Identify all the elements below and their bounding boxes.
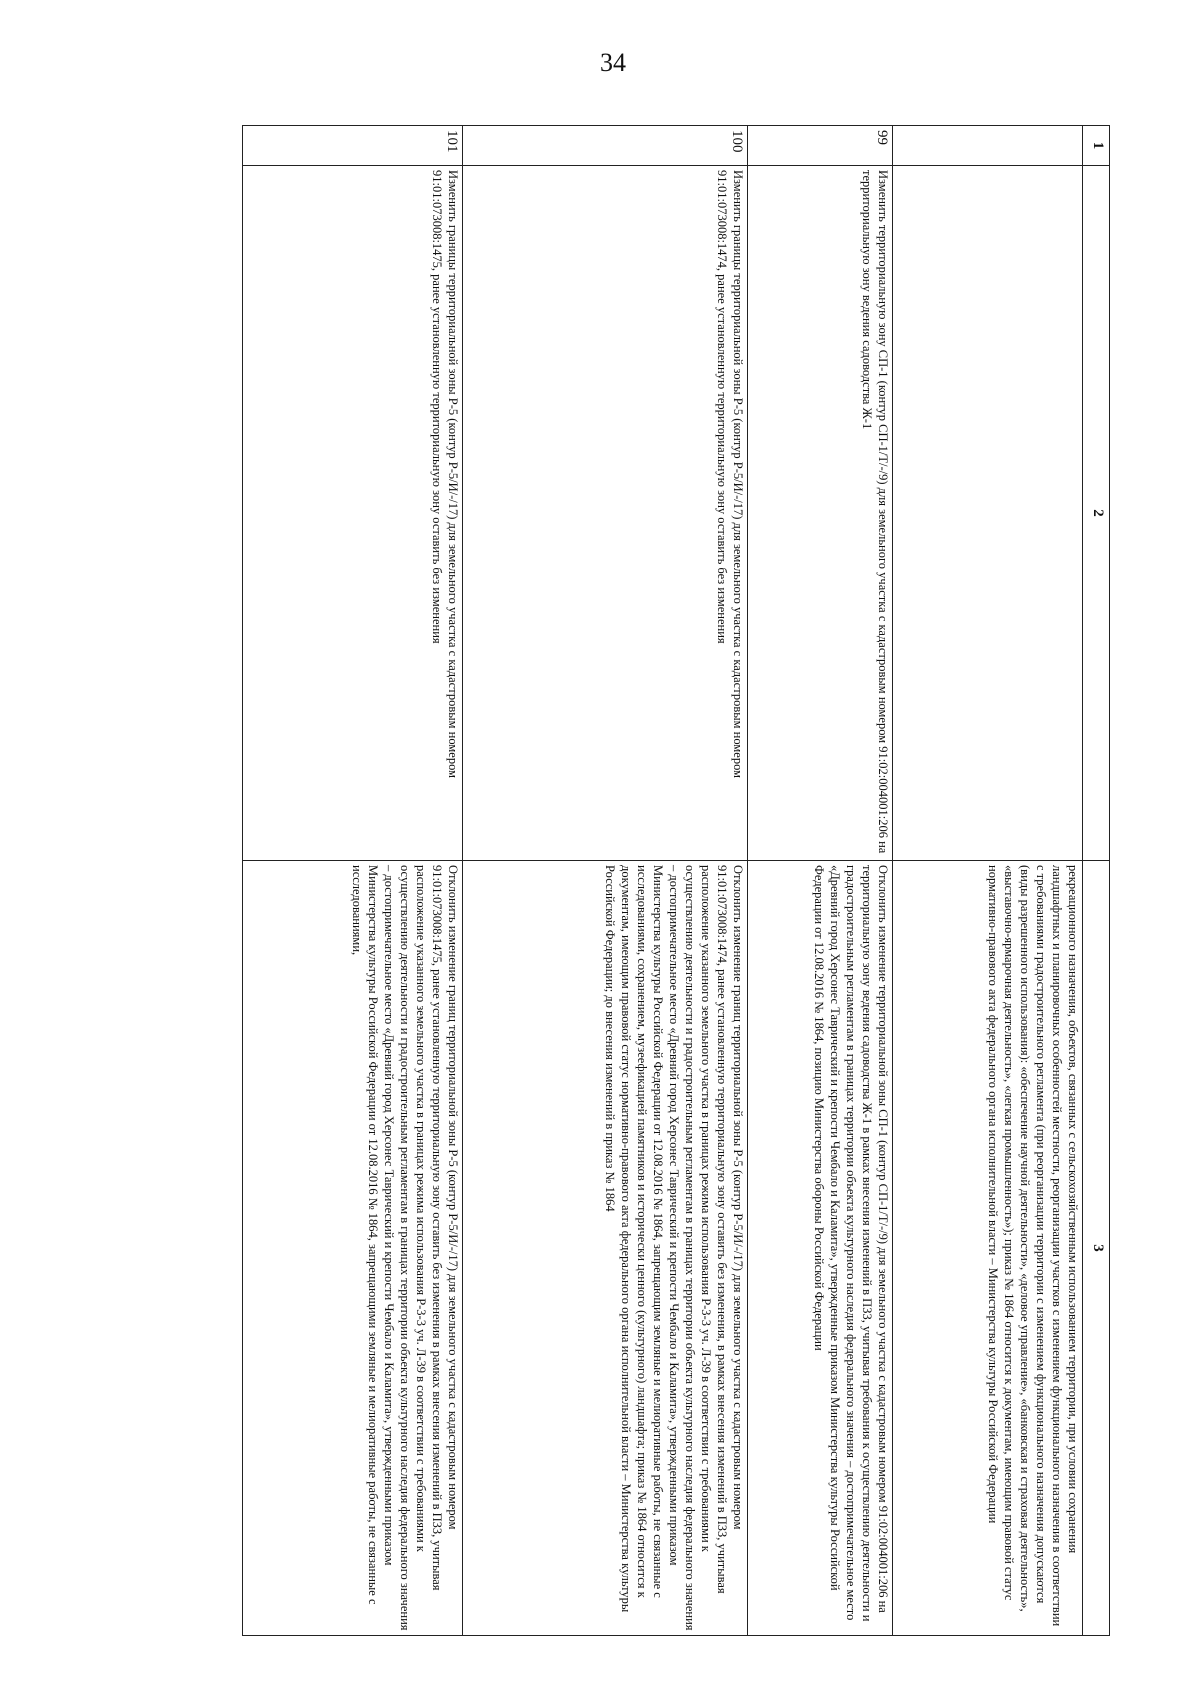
row-proposal <box>893 166 1083 861</box>
table-row <box>748 126 893 1636</box>
row-number: 101 <box>243 126 463 166</box>
document-table <box>242 125 1110 1636</box>
row-proposal: Изменить границы территориальной зоны Р-5 (контур Р-5/И/-/17) для земельного участка с кадастровым номером 91:01:073008:1474, ранее установленную территориальную зону оставить без изменения <box>463 166 748 861</box>
table-header-row <box>1083 126 1110 1636</box>
row-number: 100 <box>463 126 748 166</box>
row-decision: рекреационного назначения, объектов, связанных с сельскохозяйственным использованием территории, при условии сохранения ландшафтных и планировочных особенностей местности, реорганизации участков с изменением функционального назначения в соответствии с требованиями градостроительного регламента (при реорганизации территории с изменением функционального назначения допускаются (виды разрешенного использования): «обеспечение научной деятельности», «деловое управление», «банковская и страховая деятельность», «выставочно-ярмарочная деятельность», «легкая промышленность»); приказ № 1864 относится к документам, имеющим правовой статус нормативно-правового акта федерального органа исполнительной власти – Министерства культуры Российской Федерации <box>893 861 1083 1636</box>
table-row <box>463 126 748 1636</box>
header-col-2: 2 <box>1083 166 1110 861</box>
page-number: 34 <box>600 48 626 77</box>
rotated-table-container <box>180 125 1110 1635</box>
row-decision: Отклонить изменение границ территориальной зоны Р-5 (контур Р-5/И/-/17) для земельного участка с кадастровым номером 91:01:073008:1475, ранее установленную территориальную зону оставить без изменения в рамках внесения изменений в ПЗЗ, учитывая расположение указанного земельного участка в границах режима использования Р-3-3 уч. Л-39 в соответствии с требованиями к осуществлению деятельности и градостроительным регламентам в границах территории объекта культурного наследия федерального значения – достопримечательное место «Древний город Херсонес Таврический и крепости Чембало и Каламита», утвержденными приказом Министерства культуры Российской Федерации от 12.08.2016 № 1864, запрещающими земляные и мелиоративные работы, не связанные с исследованиями, <box>243 861 463 1636</box>
row-number: 99 <box>748 126 893 166</box>
row-number <box>893 126 1083 166</box>
row-proposal: Изменить территориальную зону СП-1 (контур СП-1/Т/-/9) для земельного участка с кадастровым номером 91:02:004001:206 на территориальную зону ведения садоводства Ж-1 <box>748 166 893 861</box>
row-decision: Отклонить изменение территориальной зоны СП-1 (контур СП-1/Т/-/9) для земельного участка с кадастровым номером 91:02:004001:206 на территориальную зону ведения садоводства Ж-1 в рамках внесения изменений в ПЗЗ, учитывая требования к осуществлению деятельности и градостроительным регламентам в границах территории объекта культурного наследия федерального значения – достопримечательное место «Древний город Херсонес Таврический и крепости Чембало и Каламита», утвержденные приказом Министерства культуры Российской Федерации от 12.08.2016 № 1864, позицию Министерства обороны Российской Федерации <box>748 861 893 1636</box>
row-proposal: Изменить границы территориальной зоны Р-5 (контур Р-5/И/-/17) для земельного участка с кадастровым номером 91:01:073008:1475, ранее установленную территориальную зону оставить без изменения <box>243 166 463 861</box>
header-col-1: 1 <box>1083 126 1110 166</box>
table-row <box>893 126 1083 1636</box>
header-col-3: 3 <box>1083 861 1110 1636</box>
row-decision: Отклонить изменение границ территориальной зоны Р-5 (контур Р-5/И/-/17) для земельного участка с кадастровым номером 91:01:073008:1474, ранее установленную территориальную зону оставить без изменения, в рамках внесения изменений в ПЗЗ, учитывая расположение указанного земельного участка в границах режима использования Р-3-3 уч. Л-39 в соответствии с требованиями к осуществлению деятельности и градостроительным регламентам в границах территории объекта культурного наследия федерального значения – достопримечательное место «Древний город Херсонес Таврический и крепости Чембало и Каламита», утвержденными приказом Министерства культуры Российской Федерации от 12.08.2016 № 1864, запрещающим земляные и мелиоративные работы, не связанные с исследованиями, сохранением, музеефикацией памятников и исторически ценного (культурного) ландшафта; приказ № 1864 относится к документам, имеющим правовой статус нормативно-правового акта федерального органа исполнительной власти – Министерства культуры Российской Федерации; до внесения изменений в приказ № 1864 <box>463 861 748 1636</box>
table-row <box>243 126 463 1636</box>
